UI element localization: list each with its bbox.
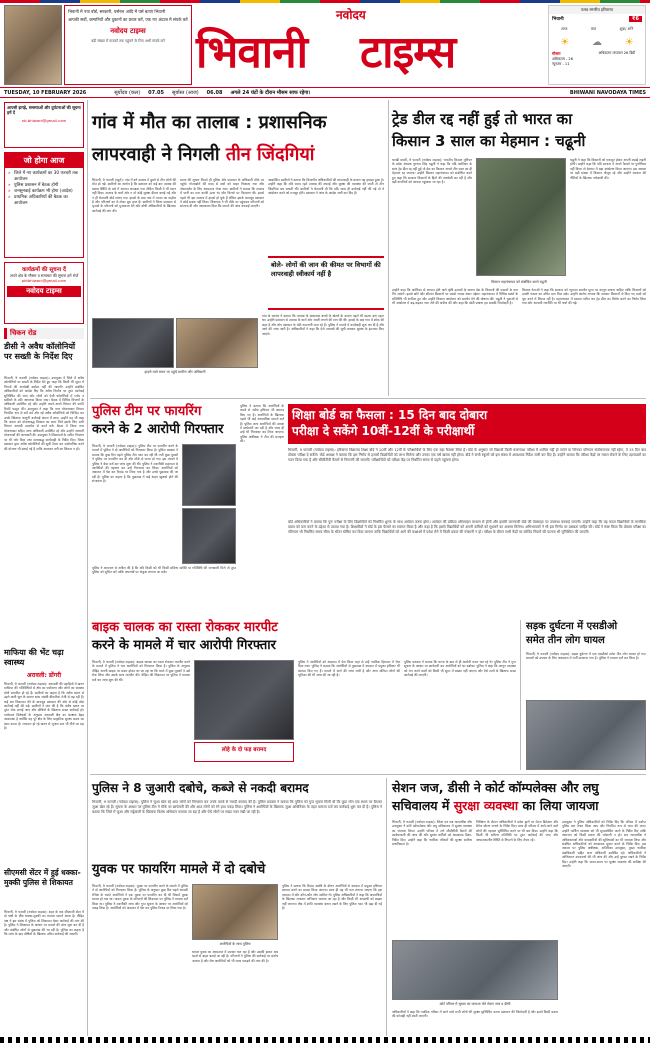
sunset-label: सूर्यास्त (आज) bbox=[171, 89, 199, 96]
firing2-photo bbox=[192, 884, 278, 940]
lead-headline-highlight: तीन जिंदगियां bbox=[225, 144, 315, 165]
top-section-divider bbox=[90, 398, 646, 399]
nameplate-small: नवोदय bbox=[336, 8, 366, 22]
right-lead-headline-1: ट्रेड डील रद्द नहीं हुई तो भारत का bbox=[392, 110, 573, 128]
left-rail-box-1 bbox=[4, 102, 84, 148]
firing2-headline: युवक पर फायरिंग मामले में दो दबोचे bbox=[92, 862, 266, 877]
list-item: » जनसुनवाई कार्यक्रम भी होगा (आदेश) bbox=[8, 189, 80, 195]
court-col-2: निरीक्षण के दौरान अधिकारियों ने प्रवेश द्वारों पर मेटल डिटेक्टर और बैगेज स्कैनर लगाने के निर्देश दिए। साथ ही परिसर में आने-जाने वाले लोगों की पहचान सुनिश्चित करने पर भी बल दिया। उन्होंने कहा कि किसी भी संदिग्ध गतिविधि पर तुरंत कार्रवाई की जाए और आपातकालीन स्थिति से निपटने के लिए तैयार रहें। bbox=[476, 820, 558, 842]
date-line: TUESDAY, 10 FEBRUARY 2026 bbox=[4, 89, 87, 96]
biker-col-3: पुलिस प्रवक्ता ने बताया कि घटना के बाद से ही आरोपी फरार चल रहे थे। पुलिस टीम ने गुप्त सूचना के आधार पर छापेमारी कर आरोपियों को धर दबोचा। पुलिस ने कहा कि कानून व्यवस्था को भंग करने वालों को किसी भी सूरत में बख्शा नहीं जाएगा और ऐसे तत्वों के खिलाफ सख्त कार्रवाई की जाएगी। bbox=[404, 660, 516, 678]
lead-col-2: घटना की सूचना मिलते ही पुलिस और प्रशासन के अधिकारी मौके पर पहुंचे। गोताखोरों की मदद से शवों को बाहर निकाला गया और पोस्टमार्टम के लिए अस्पताल भेजा गया। ग्रामीणों ने बताया कि तालाब में पानी का स्तर काफी ऊंचा था और किनारे पर फिसलन थी। इससे पहले भी इस तालाब में हादसे हो चुके हैं लेकिन इसके बावजूद प्रशासन ने कोई सबक नहीं लिया। विधायक ने भी मौके पर पहुंचकर परिजनों को सांत्वना दी और आश्वासन दिया कि मामले की जांच करवाई जाएगी। bbox=[180, 178, 264, 209]
weather-box bbox=[548, 5, 646, 85]
lead-photo-2 bbox=[176, 318, 258, 368]
police-photo-1 bbox=[182, 444, 236, 506]
right-lead-col-3: उन्होंने कहा कि अमेरिका से आयात होने वाले कृषि उत्पादों के कारण देश के किसानों की फसलों के दाम गिर जाएंगे। इससे छोटे और सीमांत किसानों पर सबसे ज्यादा असर पड़ेगा। महापंचायत में विभिन्न खापों के प्रतिनिधि भी शामिल हुए और उन्होंने किसान आंदोलन को समर्थन देने की घोषणा की। चढूनी ने युवाओं से भी आंदोलन में बढ़-चढ़कर भाग लेने की अपील की और कहा कि खेती बचाना हम सबकी जिम्मेदारी है। bbox=[392, 288, 518, 306]
lead-headline-line-2 bbox=[92, 144, 382, 166]
court-col-3: उपायुक्त ने पुलिस अधिकारियों को निर्देश दिए कि परिसर में पर्याप्त पुलिस बल तैनात किया जाए और नियमित रूप से गश्त की जाए। उन्होंने पार्किंग व्यवस्था को भी सुव्यवस्थित करने के निर्देश दिए ताकि आमजन को किसी प्रकार की परेशानी न हो। सत्र न्यायाधीश ने अधिवक्ताओं और वादकारियों की सुविधाओं का भी जायजा लिया और संबंधित अधिकारियों को आवश्यक सुधार करने के निर्देश दिए। इस अवसर पर पुलिस अधीक्षक, अतिरिक्त उपायुक्त, मुख्य न्यायिक दंडाधिकारी सहित अन्य अधिकारी उपस्थित रहे। अधिकारियों ने अग्निशमन उपकरणों की भी जांच की और उन्हें दुरुस्त रखने के निर्देश दिए। उन्होंने कहा कि समय-समय पर सुरक्षा व्यवस्था की समीक्षा की जाएगी। bbox=[562, 820, 646, 869]
temp-label: मौसम bbox=[552, 51, 561, 56]
left-story-1-body: भिवानी, 9 फरवरी (नवोदय टाइम्स): उपायुक्त ने जिले में अवैध कॉलोनियों पर सख्ती के निर्देश देते हुए कहा कि किसी भी सूरत में नियमों की अनदेखी बर्दाश्त नहीं की जाएगी। उन्होंने संबंधित अधिकारियों को आदेश दिए कि अवैध निर्माण पर तुरंत कार्रवाई सुनिश्चित की जाए और लोगों को ऐसी कॉलोनियों में प्लॉट न खरीदने के प्रति जागरूक किया जाए। बैठक में विभिन्न विभागों के अधिकारी उपस्थित रहे और उन्होंने अपने-अपने विभाग की प्रगति रिपोर्ट प्रस्तुत की। उपायुक्त ने कहा कि नगर योजनाकार विभाग नियमित रूप से सर्वे करे और नई अवैध कॉलोनियों को चिन्हित कर उनके खिलाफ कानूनी कार्रवाई अमल में लाए। उन्होंने यह भी कहा कि जनता को योजनाबद्ध विकास का लाभ मिले इसके लिए सभी विभाग आपसी तालमेल से कार्य करें। बैठक में जिला नगर योजनाकार सहित अन्य अधिकारी उपस्थित रहे और उन्होंने आगामी योजनाओं की जानकारी दी। उपायुक्त ने शिकायतों के त्वरित निपटान पर भी जोर दिया तथा समयबद्ध कार्यवाही के निर्देश दिए। जिला प्रशासन द्वारा अवैध कॉलोनियों की सूची तैयार कर सार्वजनिक करने की योजना भी बनाई गई है ताकि आमजन ठगी का शिकार न हों। bbox=[4, 376, 84, 451]
biker-headline-2: करने के मामले में चार आरोपी गिरफ्तार bbox=[92, 638, 276, 653]
biker-col-2: पुलिस ने आरोपियों को अदालत में पेश किया जहां से उन्हें न्यायिक हिरासत में भेज दिया गया। पुलिस ने बताया कि आरोपियों से पूछताछ में वारदात में प्रयुक्त हथियार भी बरामद किए गए हैं। मामले में आगे की जांच जारी है और अन्य संलिप्त लोगों की भूमिका की भी जांच की जा रही है। bbox=[298, 660, 400, 678]
date-bar bbox=[0, 87, 650, 98]
police-col-2: पुलिस ने बताया कि आरोपियों के कब्जे से अवैध हथियार भी बरामद किए गए हैं। आरोपियों के खिलाफ पहले भी कई आपराधिक मामले दर्ज हैं। पुलिस अन्य आरोपियों की तलाश में छापेमारी कर रही है और जल्द ही उन्हें भी गिरफ्तार कर लिया जाएगा। पुलिस अधीक्षक ने टीम की सराहना की। bbox=[240, 404, 284, 444]
left-section-label: चिकन रोड bbox=[4, 328, 84, 339]
police-headline-1: पुलिस टीम पर फायरिंग bbox=[92, 404, 202, 419]
cloud-icon: ☁ bbox=[592, 37, 602, 48]
nameplate-right: टाइम्स bbox=[360, 27, 456, 78]
police-col-1: भिवानी, 9 फरवरी (नवोदय टाइम्स): पुलिस टीम पर फायरिंग करने के मामले में पुलिस ने दो आरोपियों को गिरफ्तार किया है। पुलिस प्रवक्ता ने बताया कि कुछ दिन पहले पुलिस टीम गश्त कर रही थी तभी कुछ युवकों ने पुलिस पर फायरिंग कर दी और मौके से फरार हो गए। इस मामले में पुलिस ने केस दर्ज कर जांच शुरू की थी। पुलिस ने तकनीकी सहायता से आरोपियों की पहचान कर उन्हें गिरफ्तार कर लिया। आरोपियों को अदालत में पेश कर रिमांड पर लिया गया है और उनसे पूछताछ की जा रही है। पुलिस का कहना है कि पूछताछ में कई अहम खुलासे होने की संभावना है। bbox=[92, 444, 178, 484]
left-story-2-sub: अरावली: डोंगरी bbox=[26, 672, 62, 679]
right-lead-photo bbox=[476, 158, 566, 276]
firing2-caption: आरोपियों के साथ पुलिस bbox=[219, 942, 251, 946]
list-item: » जिले में नए कार्यक्रमों का 30 फरवरी तक आयोजन bbox=[8, 171, 80, 183]
top-ad-text-2: आपकी सर्वों, कम्पनियों और दुकानों का प्रचार करें, एक नए अंदाज में संपर्क करें bbox=[68, 17, 188, 22]
weather-dayafter: शुक्र/ शनि bbox=[619, 26, 634, 31]
price-badge: ₹6 bbox=[629, 16, 642, 22]
lead-headline-line-1: गांव में मौत का तालाब : प्रशासनिक bbox=[92, 112, 327, 133]
left-rail-box-2 bbox=[4, 152, 84, 258]
top-ad-brand: नवोदय टाइम्स bbox=[110, 27, 146, 35]
court-headline-1: सेशन जज, डीसी ने कोर्ट कॉम्पलेक्स और लघु bbox=[392, 780, 599, 795]
left-box3-logo: नवोदय टाइम्स bbox=[7, 286, 81, 297]
city-label: भिवानी bbox=[552, 17, 564, 22]
lead-pull-quote bbox=[268, 256, 384, 310]
biker-tag bbox=[194, 742, 294, 762]
left-box3-text: अपने क्षेत्र के मौसम व समाचार की सूचना हमें भेजें bbox=[9, 273, 79, 278]
exam-body-1: भिवानी, 9 फरवरी (नवोदय टाइम्स): हरियाणा विद्यालय शिक्षा बोर्ड ने 10वीं और 12वीं के परीक्षार्थियों के लिए एक बड़ा फैसला लिया है। बोर्ड के अनुसार जो विद्यार्थी किसी कारणवश परीक्षा में शामिल नहीं हो पाएंगे या जिनका परिणाम संतोषजनक नहीं रहेगा, वे 15 दिन बाद दोबारा परीक्षा दे सकेंगे। बोर्ड अध्यक्ष ने बताया कि इस निर्णय से हजारों विद्यार्थियों को लाभ मिलेगा और उनका एक वर्ष खराब नहीं होगा। बोर्ड ने सभी स्कूलों को इस संबंध में आवश्यक निर्देश जारी कर दिए हैं। उन्होंने बताया कि परीक्षा केंद्रों पर नकल रोकने के लिए उड़नदस्तों का गठन किया गया है और सीसीटीवी कैमरों से निगरानी की जाएगी। परीक्षार्थियों को परीक्षा केंद्र पर निर्धारित समय से पहले पहुंचना होगा। bbox=[288, 448, 646, 462]
lead-col-4: गांव के सरपंच ने बताया कि तालाब के आसपास बच्चों के खेलने के कारण पहले भी खतरा बना रहता था। उन्होंने प्रशासन से तालाब के चारों ओर जाली लगाने की मांग की थी। हादसे के बाद गांव में शोक की लहर है और लोग प्रशासन के प्रति नाराजगी जता रहे हैं। पुलिस ने मामले में कार्यवाही शुरू कर दी है और आगे की जांच जारी है। अधिकारियों ने कहा कि ऐसे तालाबों की सूची बनाकर सुरक्षा के इंतजाम किए जाएंगे। bbox=[262, 314, 384, 336]
weather-today: आज bbox=[560, 26, 568, 31]
left-box2-list bbox=[5, 168, 83, 210]
edition-label: BHIWANI NAVODAYA TIMES bbox=[569, 89, 646, 96]
nameplate-left: भिवानी bbox=[196, 27, 308, 78]
tagline: अगले 24 घंटों के दौरान मौसम साफ रहेगा। bbox=[230, 89, 311, 96]
police-photo-2 bbox=[182, 508, 236, 564]
juari-body: भिवानी, 9 फरवरी (नवोदय टाइम्स): पुलिस ने जुआ खेल रहे आठ लोगों को गिरफ्तार कर उनके कब्जे से नकदी बरामद की है। पुलिस प्रवक्ता ने बताया कि पुलिस को गुप्त सूचना मिली थी कि कुछ लोग एक स्थान पर बैठकर जुआ खेल रहे हैं। सूचना के आधार पर पुलिस टीम ने मौके पर छापेमारी की और आठ लोगों को रंगे हाथ पकड़ लिया। पुलिस ने आरोपियों के खिलाफ जुआ अधिनियम के तहत मामला दर्ज कर कार्रवाई शुरू कर दी है। पुलिस ने बताया कि जिले में जुआ और सट्टेबाजी के खिलाफ विशेष अभियान चलाया जा रहा है और ऐसे लोगों पर सख्त नजर रखी जा रही है। bbox=[92, 800, 382, 814]
lead-col-3: आक्रोशित ग्रामीणों ने बताया कि विभागीय अधिकारियों की लापरवाही के कारण यह हादसा हुआ है। उन्होंने कहा कि यदि समय रहते तालाब की सफाई और सुरक्षा की व्यवस्था की जाती तो तीन जिंदगियां बच सकती थीं। ग्रामीणों ने चेतावनी दी कि यदि जल्द ही कार्रवाई नहीं की गई तो वे आंदोलन करने को मजबूर होंगे। प्रशासन ने जांच के आदेश जारी कर दिए हैं। bbox=[268, 178, 384, 196]
left-story-3-title: सीएमसी सेंटर में हुई धक्का-मुक्की पुलिस से शिकायत bbox=[4, 868, 81, 887]
left-story-1-title: डीसी ने अवैध कॉलोनियों पर सख्ती के निर्देश दिए bbox=[4, 342, 76, 361]
sun-icon-2: ☀ bbox=[624, 37, 634, 48]
masthead-temple-photo bbox=[4, 5, 62, 85]
sunrise-time: 07.05 bbox=[148, 89, 164, 96]
lead-photo-caption: हादसे वाले स्थान पर पहुंचे ग्रामीण और अधिकारी bbox=[144, 370, 206, 374]
lead-col-1: भिवानी, 9 फरवरी (ब्यूरो): गांव में बने तालाब में डूबने से तीन लोगों की मौत हो गई। ग्रामीणों का आरोप है कि प्रशासन को कई बार तालाब की खराब स्थिति के बारे में अवगत करवाया गया लेकिन किसी ने भी ध्यान नहीं दिया। तालाब के चारों ओर न तो कोई सुरक्षा दीवार बनाई गई और न ही चेतावनी बोर्ड लगाए गए। हादसे के बाद गांव में मातम का माहौल है और परिजनों का रो-रोकर बुरा हाल है। ग्रामीणों ने जिला प्रशासन से मृतकों के परिजनों को मुआवजा देने और दोषी अधिकारियों के खिलाफ कार्रवाई की मांग की। bbox=[92, 178, 176, 213]
biker-headline-1: बाइक चालक का रास्ता रोककर मारपीट bbox=[92, 620, 278, 635]
right-lead-headline-2: किसान 3 साल का मेहमान : चढूनी bbox=[392, 132, 586, 150]
firing2-col-1: भिवानी, 9 फरवरी (नवोदय टाइम्स): युवक पर फायरिंग करने के मामले में पुलिस ने दो आरोपियों को गिरफ्तार किया है। पुलिस के अनुसार कुछ दिन पहले आपसी रंजिश के चलते आरोपियों ने एक युवक पर फायरिंग कर दी थी जिसमें युवक घायल हो गया था। घायल युवक के परिजनों की शिकायत पर पुलिस ने मामला दर्ज किया था। पुलिस ने तकनीकी जांच और गुप्त सूचना के आधार पर आरोपियों को पकड़ लिया है। आरोपियों को अदालत में पेश कर पुलिस रिमांड पर लिया गया है। bbox=[92, 884, 188, 911]
list-item: » पुलिस प्रशासन में बैठक होगी bbox=[8, 183, 80, 189]
exam-headline-1: शिक्षा बोर्ड का फैसला : 15 दिन बाद दोबारा bbox=[292, 408, 488, 422]
bottom-color-strip bbox=[0, 1037, 650, 1043]
top-ad-contact: बड़ी संख्या में पाठकों तक पहुंचने के लिए अभी संपर्क करें bbox=[91, 39, 165, 43]
biker-col-1: भिवानी, 9 फरवरी (नवोदय टाइम्स): बाइक चालक का रास्ता रोककर मारपीट करने के मामले में पुलिस ने चार आरोपियों को गिरफ्तार किया है। पुलिस के अनुसार पीड़ित अपनी बाइक पर सवार होकर घर जा रहा था कि रास्ते में कुछ युवकों ने उसे रोक लिया और उसके साथ मारपीट की। पीड़ित की शिकायत पर पुलिस ने मामला दर्ज कर जांच शुरू की थी। bbox=[92, 660, 190, 682]
police-headline-2: करने के 2 आरोपी गिरफ्तार bbox=[92, 422, 224, 437]
right-lead-col-2: चढूनी ने कहा कि किसानों को एकजुट होकर अपनी लड़ाई लड़नी होगी। उन्होंने कहा कि यदि सरकार ने अपने फैसले पर पुनर्विचार नहीं किया तो देशभर में बड़ा आंदोलन किया जाएगा। इस अवसर पर बड़ी संख्या में किसान मौजूद रहे और उन्होंने सरकार की नीतियों के खिलाफ नारेबाजी की। bbox=[570, 158, 646, 180]
epaper-label: पलव रमणीय हरियाणा bbox=[549, 6, 645, 14]
sunrise-label: सूर्योदय (कल) bbox=[114, 89, 141, 96]
top-color-strip bbox=[0, 0, 650, 3]
rain-note: अधिकतम तापमान 26 डिग्री bbox=[598, 51, 636, 55]
exam-body-2: बोर्ड अधिकारियों ने बताया कि पुनः परीक्षा के लिए विद्यार्थियों को निर्धारित शुल्क के साथ आवेदन करना होगा। आवेदन की प्रक्रिया ऑनलाइन माध्यम से होगी और इसकी जानकारी बोर्ड की वेबसाइट पर उपलब्ध करवाई जाएगी। उन्होंने कहा कि यह कदम विद्यार्थियों के मानसिक दबाव को कम करने के उद्देश्य से उठाया गया है। शिक्षाविदों ने बोर्ड के इस फैसले का स्वागत किया है और कहा है कि इससे विद्यार्थियों को अपनी कमियों को सुधारने का अवसर मिलेगा। अभिभावकों ने भी इस निर्णय पर प्रसन्नता जाहिर की। बोर्ड ने स्पष्ट किया कि दोबारा परीक्षा का परिणाम भी निर्धारित समय सीमा के भीतर घोषित कर दिया जाएगा ताकि विद्यार्थियों को आगे की कक्षाओं में प्रवेश लेने में किसी प्रकार की परेशानी न हो। परीक्षा के दौरान सभी केंद्रों पर कोविड नियमों की पालना भी सुनिश्चित की जाएगी। bbox=[288, 520, 646, 534]
biker-tag-text: लोहे के दो फड़ बरामद bbox=[221, 747, 267, 753]
masthead-ad-box bbox=[64, 5, 192, 85]
accident-body-1: भिवानी, 9 फरवरी (नवोदय टाइम्स): सड़क दुर्घटना में एक एसडीओ समेत तीन लोग घायल हो गए। घायलों को उपचार के लिए अस्पताल में भर्ती करवाया गया है। पुलिस ने मामला दर्ज कर लिया है। bbox=[526, 652, 646, 661]
court-col-4: अधिकारियों ने कहा कि न्यायिक परिसर में आने वाले सभी लोगों की सुरक्षा सुनिश्चित करना प्रशासन की जिम्मेदारी है और इसमें किसी प्रकार की कोताही नहीं बरती जाएगी। bbox=[392, 1010, 558, 1019]
left-rail-box-3 bbox=[4, 262, 84, 324]
left-box1-title: आपसी झगड़े, समस्याओं और दुर्घटनाओं की सूचना हमें दें bbox=[7, 105, 81, 116]
nameplate bbox=[196, 6, 544, 82]
exam-headline-2: परीक्षा दे सकेंगे 10वीं-12वीं के परीक्षार्थी bbox=[292, 424, 475, 438]
right-lead-col-4: किसान नेताओं ने कहा कि सरकार को न्यूनतम समर्थन मूल्य पर कानून बनाना चाहिए ताकि किसानों को उनकी फसल का उचित दाम मिल सके। उन्होंने आरोप लगाया कि सरकार किसानों से किए गए वादों को पूरा करने में विफल रही है। महापंचायत में प्रस्ताव पारित कर ट्रेड डील का विरोध करने का निर्णय लिया गया और आगामी रणनीति पर भी चर्चा की गई। bbox=[522, 288, 646, 306]
right-lead-caption: किसान महापंचायत को संबोधित करते चढूनी bbox=[491, 280, 547, 284]
firing2-col-3: घायल युवक का अस्पताल में उपचार चल रहा है और उसकी हालत अब खतरे से बाहर बताई जा रही है। परिजनों ने पुलिस की कार्रवाई पर संतोष जताया है और शेष आरोपियों को भी जल्द पकड़ने की मांग की है। bbox=[192, 950, 278, 963]
accident-headline-1: सड़क दुर्घटना में एसडीओ bbox=[526, 621, 618, 632]
left-box3-email: pktbhiwani@gmail.com bbox=[21, 278, 67, 283]
bottom-divider bbox=[386, 778, 387, 1036]
court-headline-end: का लिया जायजा bbox=[522, 798, 599, 813]
biker-photo bbox=[194, 660, 294, 740]
left-box2-title: जो होगा आज bbox=[5, 153, 83, 168]
exam-headline-box bbox=[288, 404, 646, 444]
temp-min: न्यूनतम - 11 bbox=[552, 62, 570, 66]
court-col-1: भिवानी, 9 फरवरी (नवोदय टाइम्स): जिला एवं सत्र न्यायाधीश और उपायुक्त ने कोर्ट कॉम्पलेक्स और लघु सचिवालय में सुरक्षा व्यवस्था का जायजा लिया। उन्होंने परिसर में लगे सीसीटीवी कैमरों की कार्यप्रणाली की जांच की और सुरक्षा कर्मियों को आवश्यक दिशा-निर्देश दिए। उन्होंने कहा कि न्यायिक परिसरों की सुरक्षा सर्वोच्च प्राथमिकता है। bbox=[392, 820, 472, 847]
juari-headline: पुलिस ने 8 जुआरी दबोचे, कब्जे से नकदी बरामद bbox=[92, 781, 309, 795]
court-headline-part: सचिवालय में bbox=[392, 798, 450, 813]
accident-photo bbox=[526, 700, 646, 770]
police-col-3: पुलिस ने आमजन से अपील की है कि यदि किसी को भी किसी संदिग्ध व्यक्ति या गतिविधि की जानकारी मिले तो तुरंत पुलिस को सूचित करें ताकि अपराधों पर अंकुश लगाया जा सके। bbox=[92, 566, 236, 575]
exam-accident-divider bbox=[520, 620, 521, 770]
weather-tomorrow: कल bbox=[590, 26, 597, 31]
court-caption: कोर्ट परिसर में सुरक्षा का जायजा लेते सेशन जज व डीसी bbox=[439, 1002, 511, 1006]
lead-photo-1 bbox=[92, 318, 174, 368]
center-right-divider bbox=[388, 100, 389, 396]
sunset-time: 06.08 bbox=[206, 89, 223, 96]
left-box1-contact: nb.bhiwani@gmail.com bbox=[21, 117, 67, 123]
court-photo bbox=[392, 940, 558, 1000]
left-rail-divider bbox=[87, 100, 88, 1036]
left-story-3-body: भिवानी, 9 फरवरी (नवोदय टाइम्स): शहर के एक सीएमसी सेंटर में दो पक्षों के बीच धक्का-मुक्की का मामला सामने आया है। पीड़ित पक्ष ने इस संबंध में पुलिस को शिकायत देकर कार्रवाई की मांग की है। पुलिस ने शिकायत के आधार पर मामले की जांच शुरू कर दी है और संबंधित लोगों से पूछताछ की जा रही है। पुलिस का कहना है कि जांच के बाद दोषियों के खिलाफ उचित कार्रवाई की जाएगी। bbox=[4, 910, 84, 937]
top-ad-text: भिवानी में नया बोर्ड, सरकारी, पर्सनल आदि में पर्स बताएं भिवानी bbox=[68, 9, 166, 14]
list-item: » प्राथमिक अधिकारियों की बैठक का आयोजन bbox=[8, 195, 80, 207]
pull-quote-text: बोले- लोगों की जान की कीमत पर विभागों की लापरवाही स्वीकार्य नहीं है bbox=[271, 261, 381, 278]
temp-max: अधिकतम - 26 bbox=[552, 57, 573, 61]
right-lead-col-1: चरखी दादरी, 9 फरवरी (नवोदय टाइम्स): भारतीय किसान यूनियन के प्रदेश अध्यक्ष गुरनाम सिंह चढूनी ने कहा कि यदि अमेरिका के साथ ट्रेड डील रद्द नहीं हुई तो देश का किसान अगले तीन साल का ही मेहमान रह जाएगा। उन्होंने किसान महापंचायत को संबोधित करते हुए कहा कि सरकार किसानों के हितों की अनदेखी कर रही है और बड़ी कंपनियों को फायदा पहुंचाया जा रहा है। bbox=[392, 158, 472, 185]
lead-headline-part: लापरवाही ने निगली bbox=[92, 144, 220, 165]
left-box3-title: कार्यक्रमों की सूचना दें bbox=[22, 267, 66, 273]
mid-section-divider bbox=[90, 774, 646, 775]
sun-icon: ☀ bbox=[560, 37, 570, 48]
accident-headline-2: समेत तीन लोग घायल bbox=[526, 635, 605, 646]
left-story-2-body: भिवानी, 9 फरवरी (नवोदय टाइम्स): अरावली की पहाड़ियों में खनन माफिया की गतिविधियों से क्षेत्र का पर्यावरण और लोगों का स्वास्थ्य दोनों प्रभावित हो रहे हैं। ग्रामीणों का कहना है कि अवैध खनन से उड़ने वाली धूल के कारण सांस संबंधी बीमारियां तेजी से बढ़ रही हैं। कई बार शिकायत देने के बावजूद प्रशासन की ओर से कोई ठोस कार्रवाई नहीं की गई। ग्रामीणों ने मांग की है कि अवैध खनन पर तुरंत रोक लगाई जाए और दोषियों के खिलाफ सख्त कार्रवाई हो। पर्यावरण विशेषज्ञों के अनुसार अरावली क्षेत्र का संरक्षण बेहद आवश्यक है क्योंकि यह पूरे क्षेत्र के लिए प्राकृतिक सुरक्षा कवच का काम करता है। लगातार हो रहे खनन से भूजल स्तर भी नीचे जा रहा है। bbox=[4, 682, 84, 731]
court-headline-2 bbox=[392, 798, 646, 814]
left-story-2-title: माफिया की भेंट चढ़ा स्वास्थ्य bbox=[4, 648, 64, 667]
firing2-col-2: पुलिस ने बताया कि रिमांड अवधि के दौरान आरोपियों से वारदात में प्रयुक्त हथियार बरामद करने का प्रयास किया जाएगा। साथ ही यह भी पता लगाया जाएगा कि इस वारदात में और कौन-कौन लोग शामिल थे। पुलिस अधिकारियों ने कहा कि अपराधियों के खिलाफ लगातार अभियान चलाया जा रहा है और किसी भी अपराधी को बख्शा नहीं जाएगा। क्षेत्र में शांति व्यवस्था बनाए रखने के लिए पुलिस गश्त भी बढ़ा दी गई है। bbox=[282, 884, 382, 911]
court-headline-highlight: सुरक्षा व्यवस्था bbox=[453, 798, 519, 813]
